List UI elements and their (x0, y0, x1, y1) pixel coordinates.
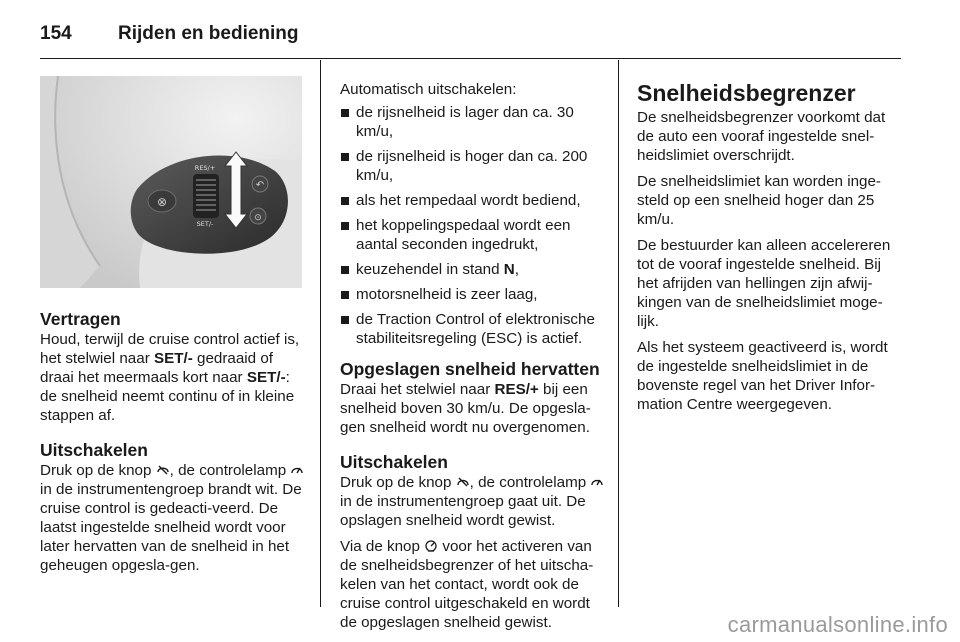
begrenzer-paragraph: De snelheidsbegrenzer voorkomt dat de auto een vooraf ingestelde snel-heidslimiet overschrijdt. (637, 109, 886, 164)
uitschakelen-paragraph-1: Druk op de knop , de controlelamp in de instrumentengroep gaat uit. De opslagen snelheid wordt gewist. (340, 473, 605, 530)
svg-text:⊙: ⊙ (254, 213, 262, 223)
column-separator (320, 60, 321, 607)
svg-text:↶: ↶ (255, 180, 265, 191)
steering-wheel-svg (40, 76, 302, 288)
list-item: keuzehendel in stand N, (340, 260, 605, 279)
cruise-cancel-icon (456, 475, 470, 489)
column-1 (40, 308, 305, 582)
list-item: als het rempedaal wordt bediend, (340, 191, 605, 210)
steering-wheel-illustration (40, 76, 302, 288)
speed-limiter-icon (424, 539, 438, 553)
cruise-cancel-icon (156, 463, 170, 477)
heading-uitschakelen-2: Uitschakelen (340, 452, 448, 472)
cruise-control-lamp-icon (290, 463, 304, 477)
list-item: de rijsnelheid is lager dan ca. 30 km/u, (340, 103, 605, 141)
uitschakelen-paragraph: Druk op de knop , de controlelamp in de instrumentengroep brandt wit. De cruise control is gedeacti-veerd. De laatst ingestelde snelheid wordt voor later hervatten van de snelheid in het geheugen opgesla-gen. (40, 461, 305, 575)
heading-vertragen: Vertragen (40, 309, 121, 329)
section-title: Rijden en bediening (118, 23, 299, 44)
list-item: het koppelingspedaal wordt een aantal seconden ingedrukt, (340, 216, 605, 254)
list-item: de Traction Control of elektronische stabiliteitsregeling (ESC) is actief. (340, 310, 605, 348)
vertragen-paragraph: Houd, terwijl de cruise control actief is, het stelwiel naar SET/- gedraaid of draai het meermaals kort naar SET/-: de snelheid neemt continu of in kleine stappen af. (40, 331, 300, 424)
auto-off-list (340, 103, 605, 348)
heading-opgeslagen-snelheid: Opgeslagen snelheid hervatten (340, 359, 600, 379)
uitschakelen-paragraph-2: Via de knop voor het activeren van de snelheidsbegrenzer of het uitscha-kelen van het contact, wordt ook de cruise control uitgeschakeld en wordt de opgeslagen snelheid gewist. (340, 538, 594, 631)
column-3 (637, 80, 903, 421)
heading-snelheidsbegrenzer: Snelheidsbegrenzer (637, 80, 856, 106)
heading-uitschakelen: Uitschakelen (40, 440, 148, 460)
list-item: de rijsnelheid is hoger dan ca. 200 km/u, (340, 147, 605, 185)
opgeslagen-paragraph: Draai het stelwiel naar RES/+ bij een snelheid boven 30 km/u. De opgesla-gen snelheid wordt nu overgenomen. (340, 381, 591, 436)
auto-off-intro: Automatisch uitschakelen: (340, 81, 517, 98)
svg-text:⊗: ⊗ (156, 195, 168, 209)
column-2 (340, 80, 605, 639)
list-item: motorsnelheid is zeer laag, (340, 285, 605, 304)
column-separator (618, 60, 619, 607)
begrenzer-paragraph: Als het systeem geactiveerd is, wordt de ingestelde snelheidslimiet in de bovenste regel van het Driver Infor-mation Centre weergegeven. (637, 339, 888, 413)
page-header (40, 14, 299, 54)
page-number: 154 (40, 23, 72, 44)
res-label: RES/+ (194, 164, 216, 172)
set-label: SET/- (196, 220, 214, 228)
begrenzer-paragraph: De bestuurder kan alleen accelereren tot de vooraf ingestelde snelheid. Bij het afrijden van hellingen zijn afwij-kingen van de snelheidslimiet moge-lijk. (637, 237, 891, 330)
watermark: carmanualsonline.info (727, 612, 948, 637)
cruise-control-lamp-icon (590, 475, 604, 489)
header-rule (40, 58, 901, 59)
begrenzer-paragraph: De snelheidslimiet kan worden inge-steld op een snelheid hoger dan 25 km/u. (637, 173, 881, 228)
